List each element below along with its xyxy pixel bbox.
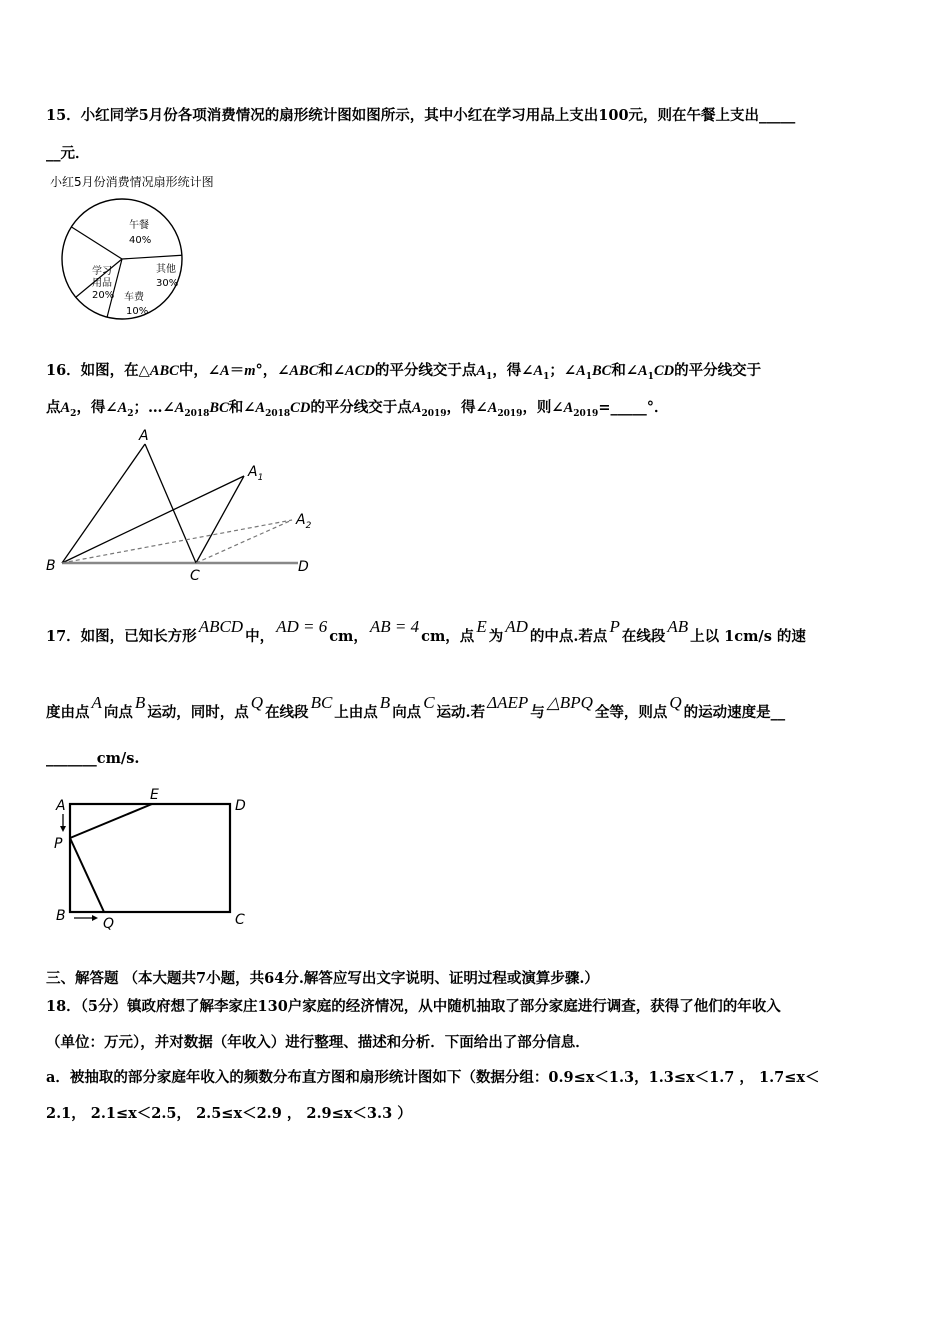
pie-label-other: 其他 <box>156 264 176 275</box>
label-D: D <box>298 559 309 575</box>
line-BA2 <box>62 520 292 563</box>
pie-value-other: 30% <box>156 278 179 289</box>
label-C: C <box>235 912 245 928</box>
q18-line4: 2.1， 2.1≤x＜2.5， 2.5≤x＜2.9 ， 2.9≤x＜3.3 ） <box>46 1105 412 1122</box>
q17-line3: _______cm/s. <box>46 750 140 767</box>
q18-line2: （单位：万元），并对数据（年收入）进行整理、描述和分析．下面给出了部分信息． <box>46 1034 590 1051</box>
pie-value-lunch: 40% <box>129 235 152 246</box>
q16-line2: 点$A_2$，得$\angle A_2$；$\dots\angle A_{2018}BC$和$\angle A_{2018}CD$的平分线交于点$A_{2019}$，得$\angle A_{2019}$，则$\angle A_{2019}=\_\_\_\_\_^\circ$． <box>46 399 669 419</box>
section3-heading: 三、解答题 （本大题共7小题，共64分.解答应写出文字说明、证明过程或演算步骤.） <box>46 970 599 987</box>
line-CA1 <box>196 476 244 563</box>
label-C: C <box>190 568 200 584</box>
pie-value-study: 20% <box>92 290 115 301</box>
segment-PQ <box>70 838 104 912</box>
pie-label-study-2: 用品 <box>92 278 112 289</box>
q15-line2: __元． <box>46 145 90 162</box>
line-AB <box>62 444 145 563</box>
label-D: D <box>235 798 246 814</box>
q15-line1: 15．小红同学5月份各项消费情况的扇形统计图如图所示，其中小红在学习用品上支出100元，则在午餐上支出_____ <box>46 107 796 124</box>
label-P: P <box>54 836 63 852</box>
label-A: A <box>56 798 66 814</box>
pie-chart-title: 小红5月份消费情况扇形统计图 <box>50 175 214 189</box>
line-BA1 <box>62 476 244 563</box>
rect-ABCD <box>70 804 230 912</box>
pie-label-fare: 车费 <box>124 292 144 303</box>
pie-label-lunch: 午餐 <box>129 220 149 231</box>
label-A1: $A_1$ <box>248 464 264 483</box>
line-CA2 <box>196 520 292 563</box>
q18-line1: 18．（5分）镇政府想了解李家庄130户家庭的经济情况，从中随机抽取了部分家庭进行调查，获得了他们的年收入 <box>46 998 781 1015</box>
q16-line1: 16．如图，在△ABC中，∠A＝m°，∠ABC和∠ACD的平分线交于点$A_1$，得$\angle A_1$；$\angle A_1BC$和$\angle A_1CD$的平分线交于 <box>46 362 762 382</box>
q17-line2: 度由点A向点B运动，同时，点Q在线段BC上由点B向点C运动.若ΔAEP与△BPQ全等，则点Q的运动速度是__ <box>46 693 786 721</box>
arrow-right-icon <box>92 915 98 921</box>
line-AC <box>145 444 196 563</box>
label-E: E <box>150 787 159 803</box>
pie-chart-figure <box>44 168 254 328</box>
triangle-bisector-figure <box>40 424 340 584</box>
q18-line3: a．被抽取的部分家庭年收入的频数分布直方图和扇形统计图如下（数据分组：0.9≤x＜1.3，1.3≤x＜1.7 ， 1.7≤x＜ <box>46 1069 820 1086</box>
label-A2: $A_2$ <box>296 512 312 531</box>
arrow-down-icon <box>60 826 66 832</box>
label-Q: Q <box>103 916 115 932</box>
label-B: B <box>56 908 66 924</box>
segment-PE <box>70 804 152 838</box>
label-B: B <box>46 558 56 574</box>
pie-value-fare: 10% <box>126 306 149 317</box>
q17-line1: 17．如图，已知长方形ABCD中，AD = 6cm，AB = 4cm，点E为AD的中点.若点P在线段AB上以 1cm/s 的速 <box>46 617 806 645</box>
label-A: A <box>139 428 149 444</box>
pie-label-study-1: 学习 <box>92 266 112 277</box>
rectangle-figure <box>46 786 256 934</box>
